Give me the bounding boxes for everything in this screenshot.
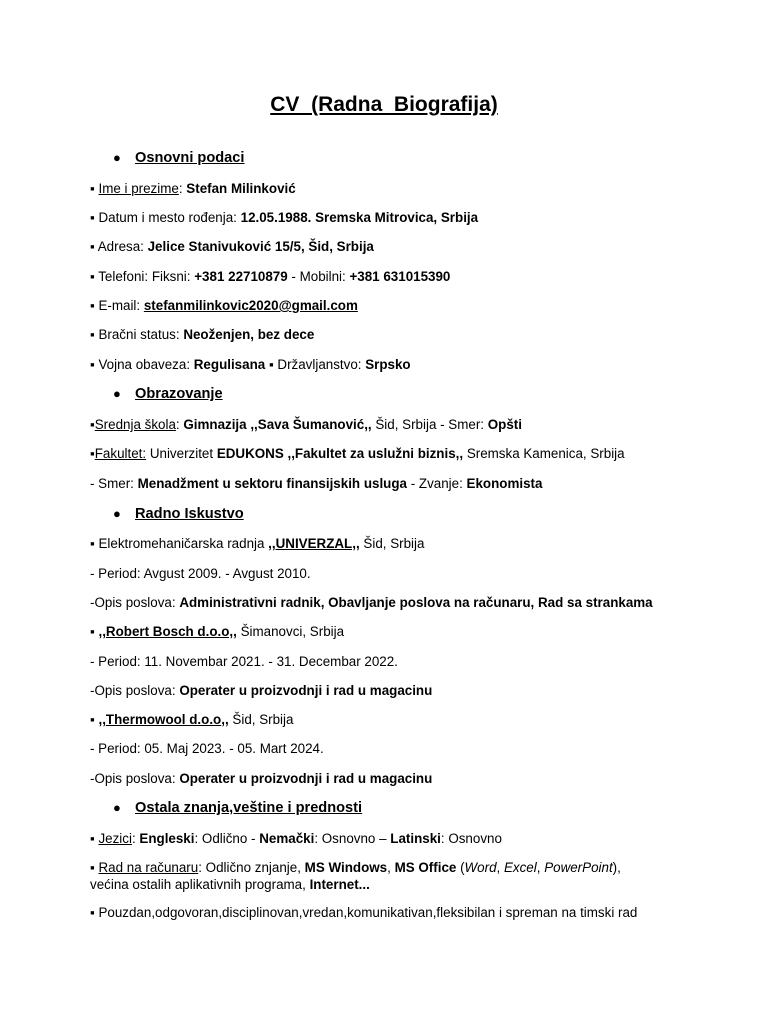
line-smer: - Smer: Menadžment u sektoru finansijskih usluga - Zvanje: Ekonomista bbox=[90, 476, 543, 491]
line-job-3: ▪ ,,Thermowool d.o.o,, Šid, Srbija bbox=[90, 712, 294, 727]
company-univerzal: ,,UNIVERZAL,, bbox=[268, 536, 360, 551]
section-title: Ostala znanja,veštine i prednosti bbox=[135, 800, 363, 816]
section-heading-znanja bbox=[113, 800, 362, 816]
value-ime: Stefan Milinković bbox=[186, 181, 296, 196]
company-bosch: Robert Bosch d.o.o, bbox=[105, 624, 234, 639]
value-fiksni: +381 22710879 bbox=[194, 269, 288, 284]
label-rad-na-racunaru: Rad na računaru bbox=[98, 860, 199, 875]
line-osobine: ▪ Pouzdan,odgovoran,disciplinovan,vredan,komunikativan,fleksibilan i spreman na timski rad bbox=[90, 905, 638, 920]
section-heading-osnovni bbox=[113, 150, 244, 166]
bullet-icon: ● bbox=[113, 800, 121, 815]
line-datum: ▪ Datum i mesto rođenja: 12.05.1988. Sremska Mitrovica, Srbija bbox=[90, 210, 479, 225]
line-telefoni: ▪ Telefoni: Fiksni: +381 22710879 - Mobilni: +381 631015390 bbox=[90, 269, 451, 284]
line-jezici: ▪ Jezici: Engleski: Odlično - Nemački: Osnovno – Latinski: Osnovno bbox=[90, 831, 502, 846]
value-gimnazija: Gimnazija ,,Sava Šumanović,, bbox=[183, 417, 372, 432]
line-email: ▪ E-mail: stefanmilinkovic2020@gmail.com bbox=[90, 298, 358, 313]
label-fakultet: Fakultet: bbox=[94, 446, 147, 461]
value-bracni-status: Neoženjen, bez dece bbox=[183, 327, 315, 342]
bullet-icon: ● bbox=[113, 506, 121, 521]
line-racunar-cont: većina ostalih aplikativnih programa, Internet... bbox=[90, 877, 370, 892]
company-thermowool: Thermowool d.o.o bbox=[105, 712, 222, 727]
line-period-3: - Period: 05. Maj 2023. - 05. Mart 2024. bbox=[90, 741, 324, 756]
line-srednja-skola: ▪Srednja škola: Gimnazija ,,Sava Šumanović,, Šid, Srbija - Smer: Opšti bbox=[90, 417, 522, 432]
line-opis-2: -Opis poslova: Operater u proizvodnji i rad u magacinu bbox=[90, 683, 433, 698]
value-adresa: Jelice Stanivuković 15/5, Šid, Srbija bbox=[147, 239, 374, 254]
page-title: CV (Radna Biografija) bbox=[270, 93, 498, 116]
line-period-2: - Period: 11. Novembar 2021. - 31. Decembar 2022. bbox=[90, 654, 398, 669]
value-drzavljanstvo: Srpsko bbox=[365, 357, 411, 372]
bullet-icon: ● bbox=[113, 150, 121, 165]
value-fakultet: EDUKONS ,,Fakultet za uslužni biznis,, bbox=[216, 446, 464, 461]
label-srednja-skola: Srednja škola bbox=[94, 417, 176, 432]
line-adresa: ▪ Adresa: Jelice Stanivuković 15/5, Šid, Srbija bbox=[90, 239, 374, 254]
value-datum: 12.05.1988. Sremska Mitrovica, Srbija bbox=[240, 210, 479, 225]
line-period-1: - Period: Avgust 2009. - Avgust 2010. bbox=[90, 566, 311, 581]
section-heading-iskustvo bbox=[113, 506, 244, 522]
email-link[interactable]: stefanmilinkovic2020@gmail.com bbox=[143, 298, 358, 313]
label-jezici: Jezici bbox=[98, 831, 132, 846]
section-title: Radno Iskustvo bbox=[135, 506, 244, 522]
line-fakultet: ▪Fakultet: Univerzitet EDUKONS ,,Fakultet za uslužni biznis,, Sremska Kamenica, Srbija bbox=[90, 446, 625, 461]
value-smer: Menadžment u sektoru finansijskih usluga bbox=[137, 476, 407, 491]
line-job-1: ▪ Elektromehaničarska radnja ,,UNIVERZAL,, Šid, Srbija bbox=[90, 536, 425, 551]
bullet-icon: ● bbox=[113, 386, 121, 401]
section-title: Obrazovanje bbox=[135, 386, 223, 402]
line-racunar: ▪ Rad na računaru: Odlično znjanje, MS Windows, MS Office (Word, Excel, PowerPoint), bbox=[90, 860, 621, 875]
line-bracni-status: ▪ Bračni status: Neoženjen, bez dece bbox=[90, 327, 315, 342]
value-smer-srednja: Opšti bbox=[487, 417, 522, 432]
line-job-2: ▪ ,,Robert Bosch d.o.o,, Šimanovci, Srbija bbox=[90, 624, 345, 639]
section-title: Osnovni podaci bbox=[135, 150, 245, 166]
line-opis-3: -Opis poslova: Operater u proizvodnji i rad u magacinu bbox=[90, 771, 433, 786]
line-ime: ▪ Ime i prezime: Stefan Milinković bbox=[90, 181, 296, 196]
label-ime: Ime i prezime bbox=[98, 181, 179, 196]
section-heading-obrazovanje bbox=[113, 386, 223, 402]
line-opis-1: -Opis poslova: Administrativni radnik, Obavljanje poslova na računaru, Rad sa strankama bbox=[90, 595, 653, 610]
value-zvanje: Ekonomista bbox=[466, 476, 543, 491]
value-vojna: Regulisana bbox=[193, 357, 266, 372]
value-mobilni: +381 631015390 bbox=[349, 269, 451, 284]
line-vojna-obaveza: ▪ Vojna obaveza: Regulisana ▪ Državljanstvo: Srpsko bbox=[90, 357, 411, 372]
